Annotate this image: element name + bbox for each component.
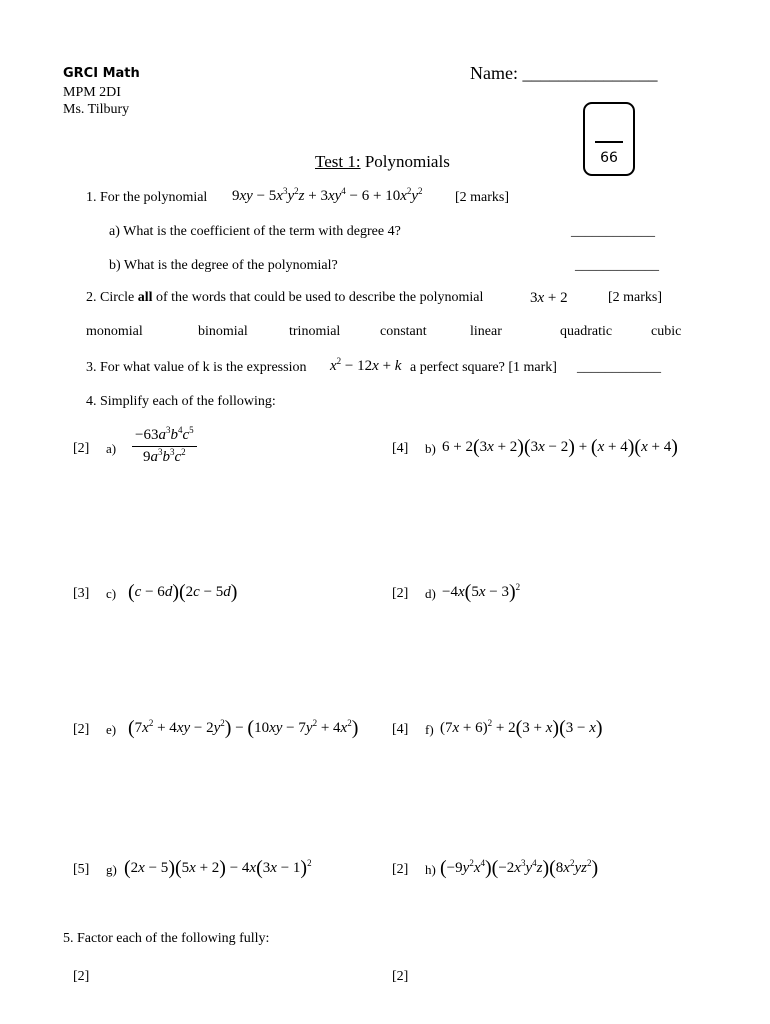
school-name: GRCI Math [63, 66, 140, 81]
q4h-marks: [2] [392, 862, 409, 877]
q4b-marks: [4] [392, 441, 409, 456]
score-box [583, 102, 635, 176]
q4b-label: b) [425, 441, 436, 456]
q5b-marks: [2] [392, 969, 409, 984]
teacher-name: Ms. Tilbury [63, 102, 130, 117]
q4f-label: f) [425, 722, 434, 737]
q1-polynomial: $9xy - 5x^3y^2z + 3xy^4 - 6 + 10x^2y^2$ [232, 186, 423, 204]
q3-text-pre: 3. For what value of k is the expression [86, 360, 307, 375]
q2-text-pre: 2. Circle [86, 290, 138, 305]
q4-text: 4. Simplify each of the following: [86, 394, 276, 409]
score-value: 66 [600, 150, 618, 166]
q3-expression: $x^2 - 12x + k$ [330, 356, 402, 374]
title-prefix: Test 1: [315, 152, 361, 171]
q4e-marks: [2] [73, 722, 90, 737]
q2-polynomial: 3x + 2 [530, 290, 568, 306]
q4f-marks: [4] [392, 722, 409, 737]
q4f-expression: $(7x + 6)^2 + 2(3 + x)(3 - x)$ [440, 717, 603, 739]
q2-marks: [2 marks] [608, 290, 663, 305]
q2-text-post: of the words that could be used to describe the polynomial [152, 290, 484, 305]
q4a-expression: $\frac{-63a^3b^4c^5}{9a^3b^3c^2}$ [132, 427, 197, 466]
q4h-label: h) [425, 862, 436, 877]
q5-text: 5. Factor each of the following fully: [63, 931, 270, 946]
q4d-marks: [2] [392, 586, 409, 601]
word-constant[interactable]: constant [380, 324, 427, 339]
q2-text [86, 290, 483, 306]
q5a-marks: [2] [73, 969, 90, 984]
word-trinomial[interactable]: trinomial [289, 324, 341, 339]
q3-answer-blank[interactable]: ____________ [577, 360, 661, 375]
q4c-marks: [3] [73, 586, 90, 601]
word-quadratic[interactable]: quadratic [560, 324, 613, 339]
word-cubic[interactable]: cubic [651, 324, 682, 339]
q3-text-post: a perfect square? [1 mark] [410, 360, 557, 375]
q1b-answer-blank[interactable]: ____________ [575, 258, 659, 273]
q4d-expression: $-4x(5x - 3)^2$ [442, 581, 521, 603]
q4b-expression: 6 + 2(3x + 2)(3x − 2) + (x + 4)(x + 4) [442, 436, 678, 458]
q4c-label: c) [106, 586, 117, 601]
name-field[interactable]: Name: _______________ [470, 63, 658, 83]
q4h-expression: $(-9y^2x^4)(-2x^3y^4z)(8x^2yz^2)$ [440, 857, 599, 879]
q1-text: 1. For the polynomial [86, 190, 208, 205]
q4e-expression: $(7x^2 + 4xy - 2y^2) - (10xy - 7y^2 + 4x^2)$ [128, 717, 359, 739]
q4e-label: e) [106, 722, 117, 737]
word-linear[interactable]: linear [470, 324, 502, 339]
q1-marks: [2 marks] [455, 190, 510, 205]
q4a-marks: [2] [73, 441, 90, 456]
q4g-label: g) [106, 862, 117, 877]
score-line [595, 141, 623, 143]
q4a-label: a) [106, 441, 117, 456]
q1a-answer-blank[interactable]: ____________ [571, 224, 655, 239]
course-code: MPM 2DI [63, 85, 121, 100]
q4d-label: d) [425, 586, 436, 601]
q4g-expression: $(2x - 5)(5x + 2) - 4x(3x - 1)^2$ [124, 857, 312, 879]
q1b-text: b) What is the degree of the polynomial? [109, 258, 338, 273]
word-binomial[interactable]: binomial [198, 324, 248, 339]
title-topic: Polynomials [360, 152, 450, 171]
q1a-text: a) What is the coefficient of the term with degree 4? [109, 224, 401, 239]
word-monomial[interactable]: monomial [86, 324, 143, 339]
q4c-expression: (c − 6d)(2c − 5d) [128, 581, 238, 603]
q4g-marks: [5] [73, 862, 90, 877]
test-title [315, 152, 450, 172]
q2-text-bold: all [137, 290, 153, 305]
